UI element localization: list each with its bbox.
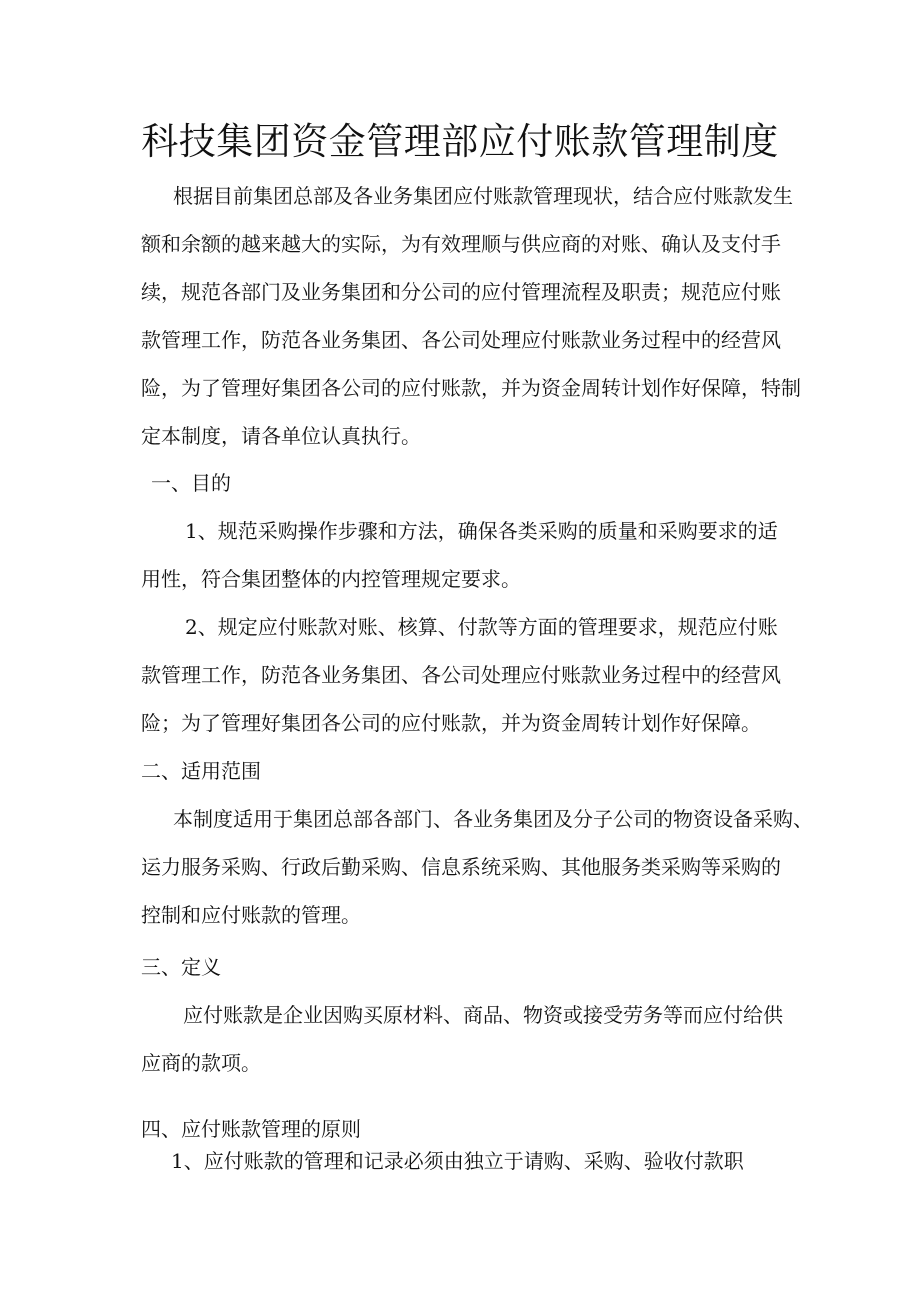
paragraph-line: 用性，符合集团整体的内控管理规定要求。: [141, 567, 521, 591]
paragraph-line: 根据目前集团总部及各业务集团应付账款管理现状，结合应付账款发生: [173, 184, 793, 208]
paragraph-line: 续，规范各部门及业务集团和分公司的应付管理流程及职责；规范应付账: [141, 280, 781, 304]
section-heading-purpose: [141, 459, 789, 507]
paragraph-line: 2、规定应付账款对账、核算、付款等方面的管理要求，规范应付账: [185, 615, 778, 639]
paragraph-line: 险；为了管理好集团各公司的应付账款，并为资金周转计划作好保障。: [141, 711, 761, 735]
section-heading-definition: [141, 943, 789, 991]
section-heading: 一、目的: [151, 471, 231, 495]
section-heading: 四、应付账款管理的原则: [141, 1117, 361, 1141]
paragraph-line: 定本制度，请各单位认真执行。: [141, 424, 421, 448]
paragraph-line: 1、规范采购操作步骤和方法，确保各类采购的质量和采购要求的适: [185, 519, 778, 543]
paragraph-line: 款管理工作，防范各业务集团、各公司处理应付账款业务过程中的经营风: [141, 663, 781, 687]
paragraph-line: 款管理工作，防范各业务集团、各公司处理应付账款业务过程中的经营风: [141, 328, 781, 352]
purpose-item-2: [141, 603, 789, 747]
paragraph-line: 运力服务采购、行政后勤采购、信息系统采购、其他服务类采购等采购的: [141, 855, 781, 879]
section-heading: 二、适用范围: [141, 759, 261, 783]
paragraph-line: 控制和应付账款的管理。: [141, 903, 361, 927]
document-title: 科技集团资金管理部应付账款管理制度: [141, 120, 779, 163]
paragraph-line: 险，为了管理好集团各公司的应付账款，并为资金周转计划作好保障，特制: [141, 376, 801, 400]
definition-paragraph: [141, 991, 789, 1087]
paragraph-line: 应付账款是企业因购买原材料、商品、物资或接受劳务等而应付给供: [183, 1003, 783, 1027]
paragraph-line: 本制度适用于集团总部各部门、各业务集团及分子公司的物资设备采购、: [173, 807, 813, 831]
purpose-item-1: [141, 507, 789, 603]
intro-paragraph: [141, 172, 801, 460]
paragraph-line: 1、应付账款的管理和记录必须由独立于请购、采购、验收付款职: [171, 1149, 744, 1173]
principles-item-1: [141, 1137, 789, 1185]
scope-paragraph: [141, 795, 813, 939]
paragraph-line: 应商的款项。: [141, 1051, 261, 1075]
section-heading: 三、定义: [141, 955, 221, 979]
section-heading-scope: [141, 747, 789, 795]
paragraph-line: 额和余额的越来越大的实际，为有效理顺与供应商的对账、确认及支付手: [141, 232, 781, 256]
